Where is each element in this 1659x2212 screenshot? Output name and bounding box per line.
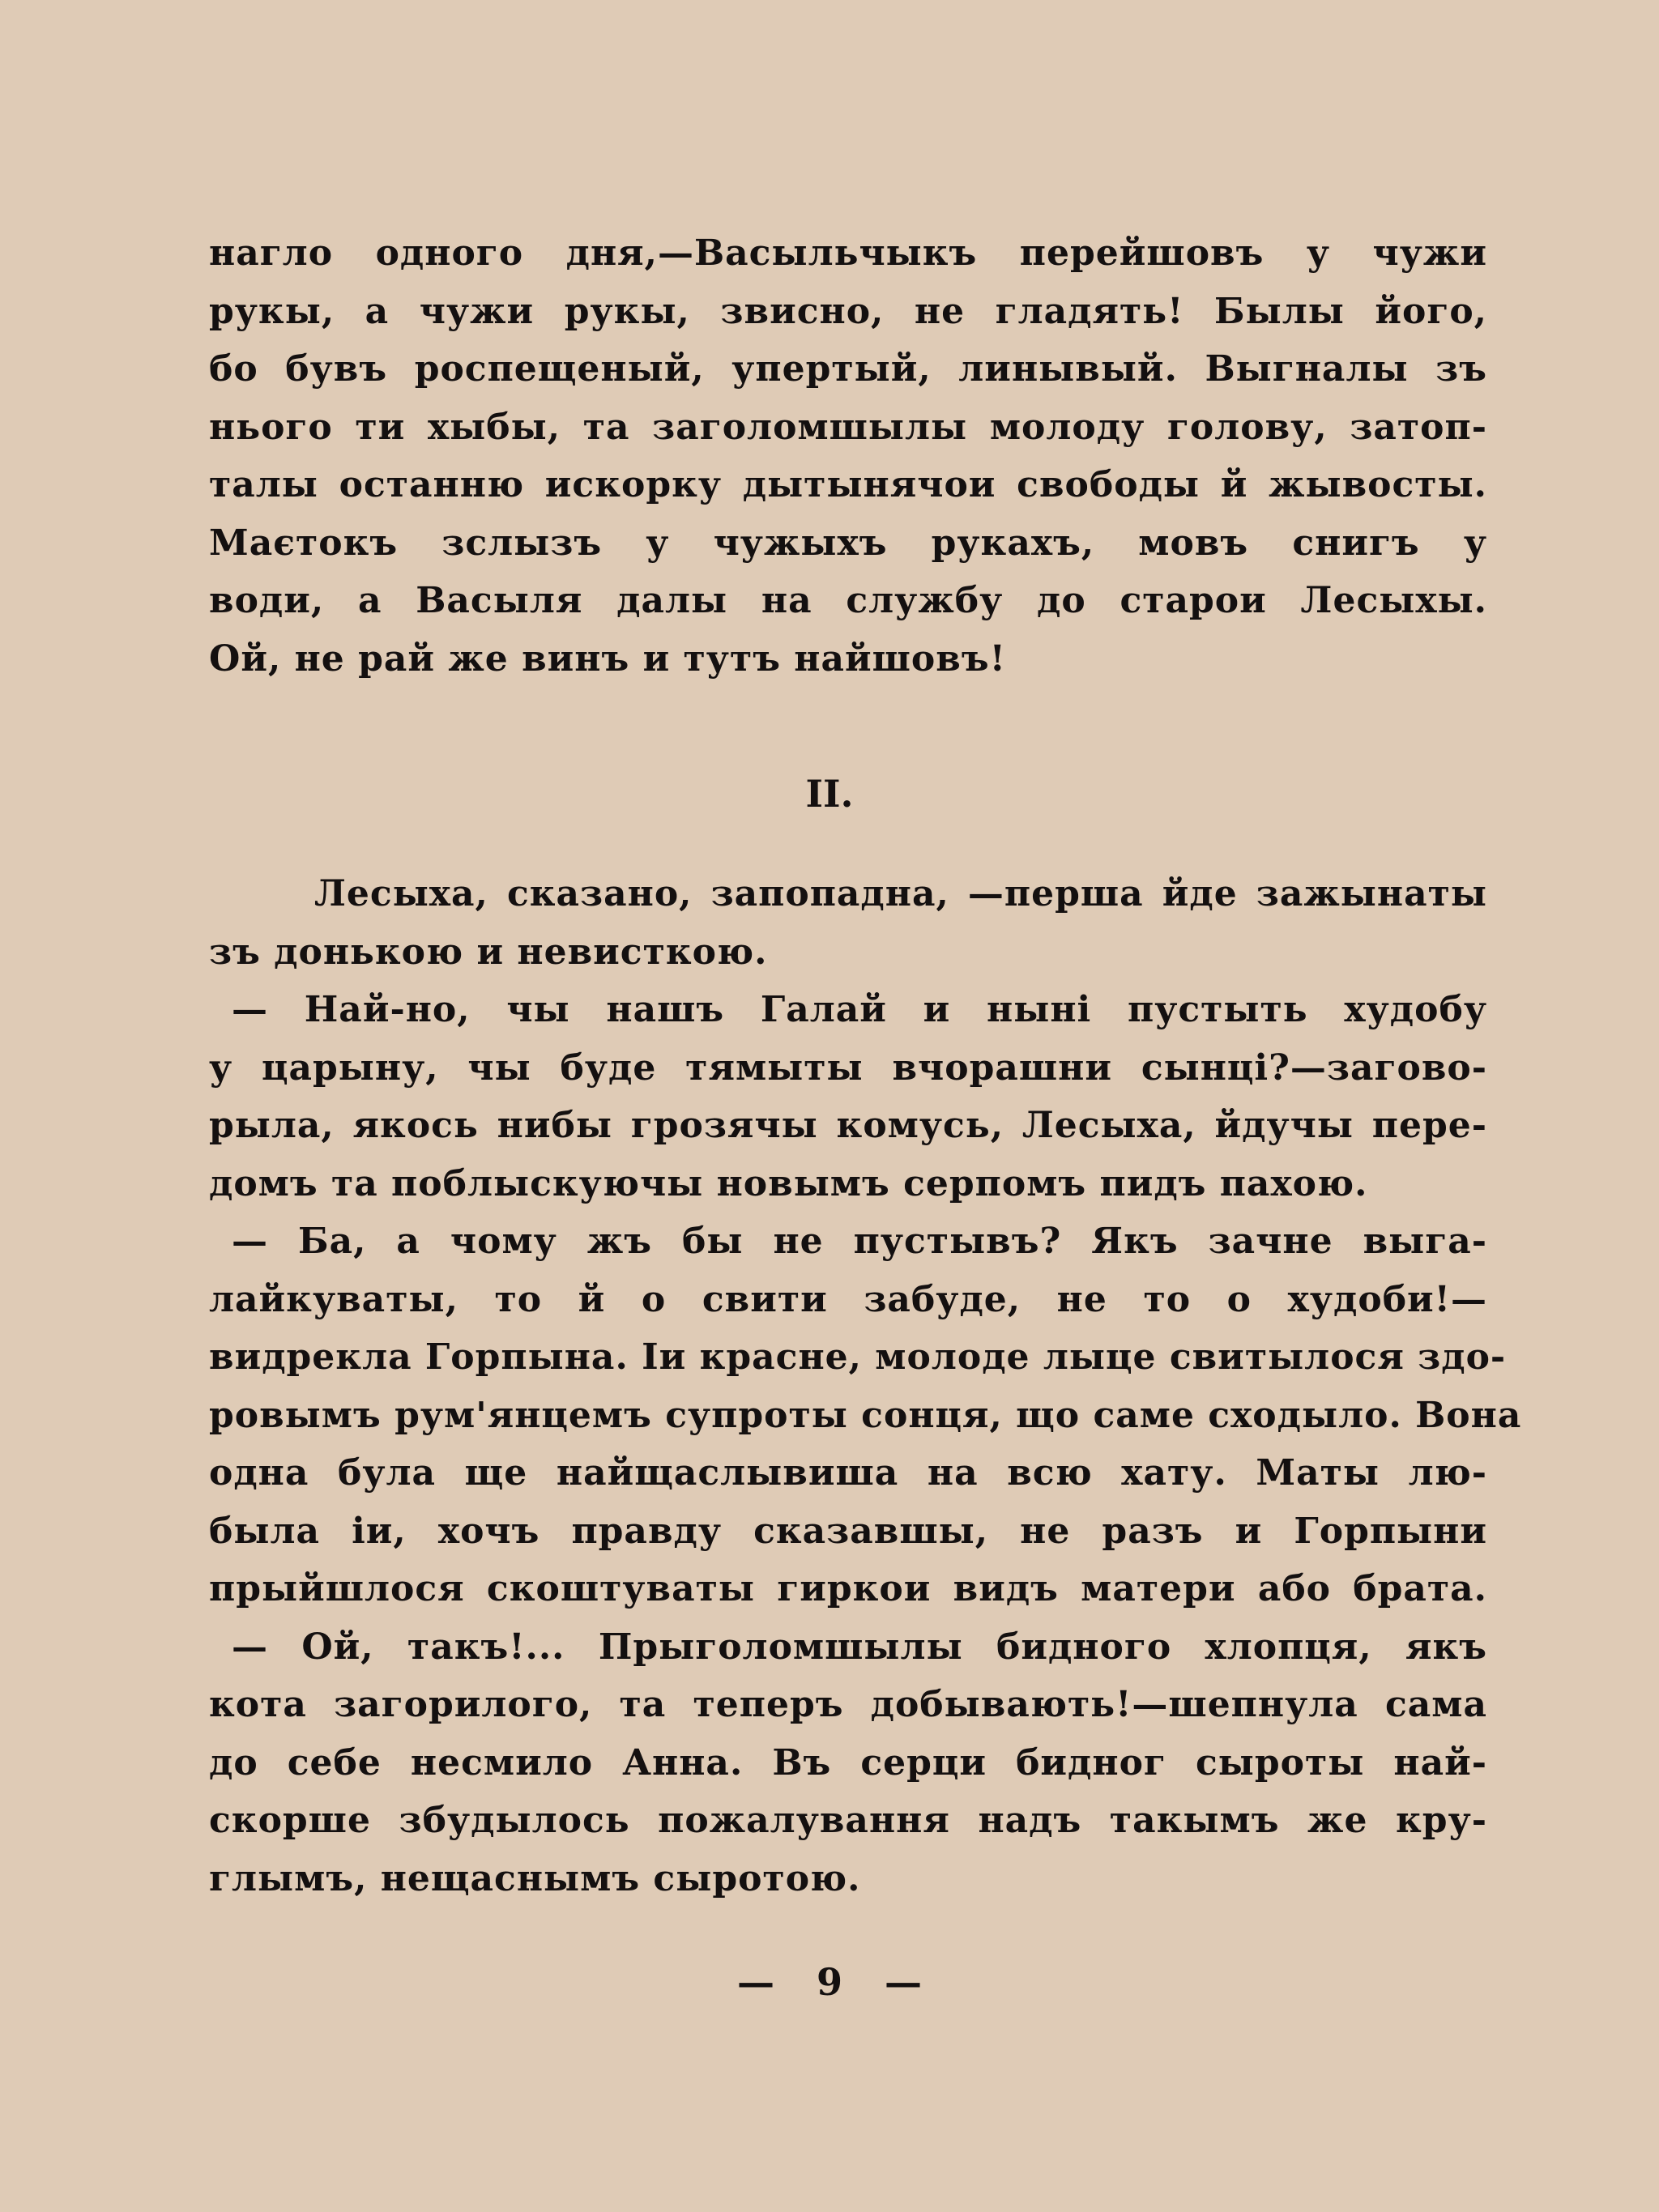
text-line: прыйшлося скоштуваты гиркои видъ матери або брата.	[209, 1568, 1487, 1609]
main-text	[209, 865, 1522, 1907]
section-heading: II.	[805, 772, 854, 816]
text-line: рукы, а чужи рукы, звисно, не гладять! Былы його,	[209, 290, 1487, 332]
text-line: води, а Васыля далы на службу до старои Лесыхы.	[209, 580, 1487, 621]
text-line: — Най-но, чы нашъ Галай и нынi пустыть худобу	[232, 989, 1487, 1030]
text-line: зъ донькою и невисткою.	[209, 931, 768, 973]
text-line: ровымъ рум'янцемъ супроты сонця, що саме сходыло. Вона	[209, 1394, 1522, 1436]
text-line: нього ти хыбы, та заголомшылы молоду голову, затоп-	[209, 406, 1487, 448]
text-line: бо бувъ роспещеный, упертый, линывый. Выгналы зъ	[209, 348, 1487, 390]
text-line: — Ой, такъ!... Прыголомшылы бидного хлопця, якъ	[232, 1626, 1487, 1668]
text-line: нагло одного дня,—Васыльчыкъ перейшовъ у чужи	[209, 232, 1487, 274]
text-line: — Ба, а чому жъ бы не пустывъ? Якъ зачне выга-	[232, 1221, 1487, 1262]
text-line: Лесыха, сказано, запопадна, —перша йде зажынаты	[314, 873, 1487, 914]
text-line: Маєтокъ зслызъ у чужыхъ рукахъ, мовъ снигъ у	[209, 522, 1487, 564]
text-line: видрекла Горпына. Іи красне, молоде лыце свитылося здо-	[209, 1336, 1507, 1378]
text-line: была іи, хочъ правду сказавшы, не разъ и Горпыни	[209, 1510, 1487, 1552]
text-line: скорше збудылось пожалування надъ такымъ же кру-	[209, 1800, 1487, 1841]
text-line: талы останню искорку дытынячои свободы й жывосты.	[209, 464, 1487, 505]
text-line: до себе несмило Анна. Въ серци бидног сыроты най-	[209, 1741, 1487, 1784]
text-line: одна була ще найщаслывиша на всю хату. Маты лю-	[209, 1452, 1487, 1494]
text-line: кота загорилого, та теперъ добывають!—шепнула сама	[209, 1684, 1487, 1725]
text-line: рыла, якось нибы грозячы комусь, Лесыха, йдучы пере-	[209, 1105, 1487, 1146]
top-paragraph	[209, 224, 1487, 688]
text-line: глымъ, нещаснымъ сыротою.	[209, 1857, 861, 1899]
text-line: Ой, не рай же винъ и тутъ найшовъ!	[209, 637, 1006, 680]
text-line: лайкуваты, то й о свити забуде, не то о худоби!—	[209, 1278, 1487, 1320]
page-number: — 9 —	[736, 1960, 923, 2004]
text-line: домъ та поблыскуючы новымъ серпомъ пидъ пахою.	[209, 1162, 1368, 1204]
text-line: у царыну, чы буде тямыты вчорашни сынцi?—загово-	[209, 1046, 1487, 1089]
